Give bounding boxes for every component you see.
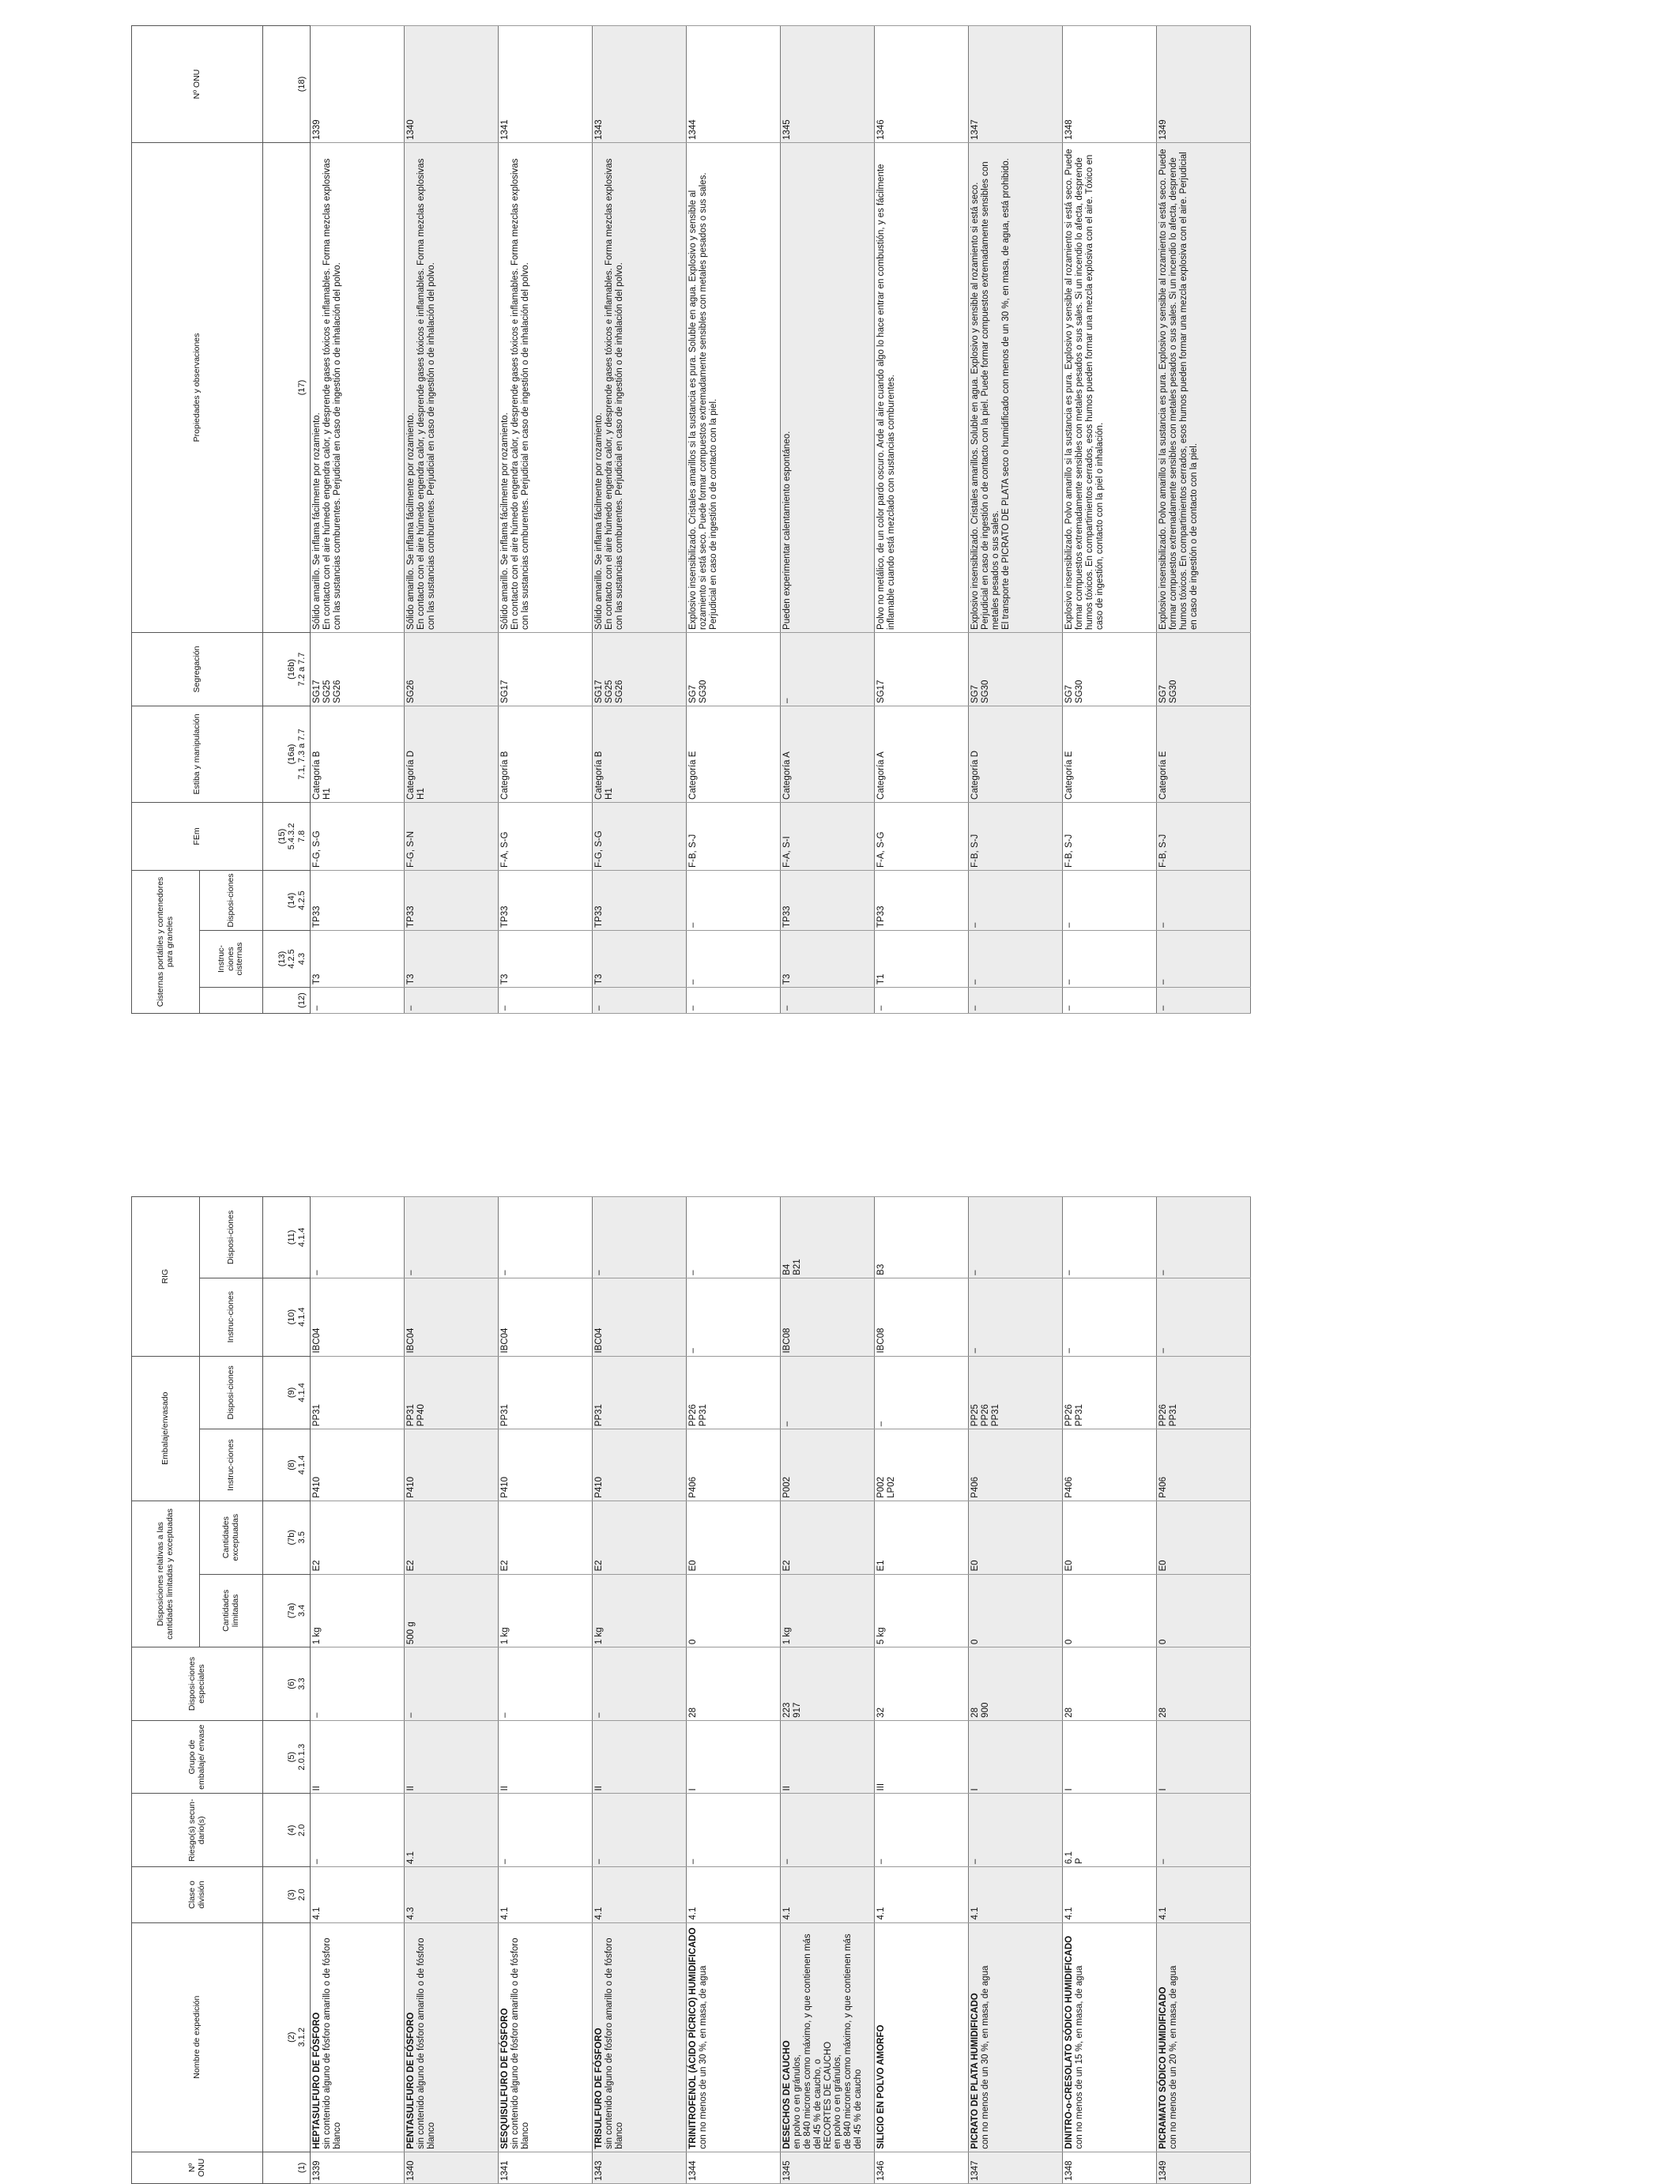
cell-tank-prov: TP33 [499, 870, 593, 930]
cell-tank-prov: TP33 [875, 870, 969, 930]
cell-tank-prov: – [969, 870, 1063, 930]
shipping-name: SESQUISULFURO DE FÓSFORO [500, 2008, 510, 2149]
header-ems: FEm [132, 802, 263, 870]
cell-un-right: 1346 [875, 25, 969, 142]
cell-ibc-prov: – [687, 1197, 781, 1278]
cell-class: 4.1 [687, 1867, 781, 1923]
cell-eq: E0 [1063, 1501, 1157, 1574]
cell-ibc-prov: B4 B21 [781, 1197, 875, 1278]
num-7b: (7b) 3.5 [263, 1501, 311, 1574]
cell-props: Sólido amarillo. Se inflama fácilmente por rozamiento. En contacto con el aire húmedo engendra calor, y desprende gases tóxicos e inflamables. Forma mezclas explosivas con las sustancias comburentes. Perjudicial en caso de ingestión o de inhalación del polvo. [311, 142, 405, 632]
cell-col12: – [499, 988, 593, 1014]
table-row [499, 1197, 593, 2184]
cell-un: 1344 [687, 2152, 781, 2183]
cell-eq: E2 [311, 1501, 405, 1574]
cell-subrisk: – [593, 1794, 687, 1867]
cell-eq: E0 [687, 1501, 781, 1574]
cell-pack-prov: PP26 PP31 [1063, 1356, 1157, 1429]
header-pack-group: Embalaje/envasado [132, 1356, 200, 1501]
header-class: Clase o división [132, 1867, 263, 1923]
cell-tank-prov: TP33 [311, 870, 405, 930]
cell-lq: 0 [687, 1574, 781, 1647]
cell-tank-instr: T3 [499, 931, 593, 988]
header-eq: Cantidades exceptuadas [200, 1501, 263, 1574]
table-row [781, 25, 875, 1013]
cell-eq: E2 [405, 1501, 499, 1574]
cell-class: 4.1 [499, 1867, 593, 1923]
cell-pack-instr: P406 [969, 1429, 1063, 1501]
table-row [969, 25, 1063, 1013]
cell-subrisk: – [499, 1794, 593, 1867]
cell-name [1157, 1922, 1251, 2152]
cell-col12: – [781, 988, 875, 1014]
cell-ems: F-A, S-G [875, 802, 969, 870]
cell-ibc-instr: – [1063, 1278, 1157, 1356]
header-pack-instr: Instruc-ciones [200, 1429, 263, 1501]
shipping-name-detail: con no menos de un 20 %, en masa, de agua [1168, 1965, 1178, 2149]
header-sp: Disposi-ciones especiales [132, 1647, 263, 1721]
cell-sp: – [499, 1647, 593, 1721]
cell-ems: F-B, S-J [1063, 802, 1157, 870]
cell-ibc-prov: – [311, 1197, 405, 1278]
shipping-name-detail: sin contenido alguno de fósforo amarillo o de fósforo blanco [604, 1937, 624, 2149]
cell-tank-instr: – [1157, 931, 1251, 988]
cell-pack-prov: PP31 [311, 1356, 405, 1429]
cell-ibc-prov: – [499, 1197, 593, 1278]
cell-tank-instr: – [1063, 931, 1157, 988]
cell-tank-instr: T3 [311, 931, 405, 988]
cell-ems: F-B, S-J [1157, 802, 1251, 870]
cell-pg: II [405, 1720, 499, 1794]
num-18: (18) [263, 25, 311, 142]
dg-table-right [131, 25, 1251, 1014]
header-stow: Estiba y manipulación [132, 706, 263, 802]
cell-stow: Categoría A [875, 706, 969, 802]
cell-stow: Categoría B H1 [593, 706, 687, 802]
header-ibc-instr: Instruc-ciones [200, 1278, 263, 1356]
cell-class: 4.1 [1063, 1867, 1157, 1923]
num-2: (2) 3.1.2 [263, 1922, 311, 2152]
table-row [1063, 25, 1157, 1013]
cell-pg: I [969, 1720, 1063, 1794]
cell-props: Sólido amarillo. Se inflama fácilmente por rozamiento. En contacto con el aire húmedo engendra calor, y desprende gases tóxicos e inflamables. Forma mezclas explosivas con las sustancias comburentes. Perjudicial en caso de ingestión o de inhalación del polvo. [499, 142, 593, 632]
cell-seg: SG7 SG30 [1157, 632, 1251, 706]
cell-ems: F-B, S-J [687, 802, 781, 870]
header-lq-group: Disposiciones relativas a las cantidades limitadas y exceptuadas [132, 1501, 200, 1647]
header-tanks: Cisternas portátiles y contenedores para graneles [132, 870, 200, 1013]
cell-name [1063, 1922, 1157, 2152]
shipping-name: TRISULFURO DE FÓSFORO [594, 2028, 604, 2149]
cell-ibc-instr: IBC08 [781, 1278, 875, 1356]
cell-pack-prov: PP26 PP31 [687, 1356, 781, 1429]
cell-props: Sólido amarillo. Se inflama fácilmente por rozamiento. En contacto con el aire húmedo engendra calor, y desprende gases tóxicos e inflamables. Forma mezclas explosivas con las sustancias comburentes. Perjudicial en caso de ingestión o de inhalación del polvo. [593, 142, 687, 632]
cell-ibc-instr: IBC08 [875, 1278, 969, 1356]
cell-pg: II [499, 1720, 593, 1794]
num-3: (3) 2.0 [263, 1867, 311, 1923]
cell-name [969, 1922, 1063, 2152]
table-row [969, 1197, 1063, 2184]
cell-eq: E1 [875, 1501, 969, 1574]
cell-ibc-instr: – [687, 1278, 781, 1356]
cell-lq: 1 kg [593, 1574, 687, 1647]
table-row [593, 1197, 687, 2184]
shipping-name-detail: sin contenido alguno de fósforo amarillo o de fósforo blanco [322, 1937, 342, 2149]
num-1: (1) [263, 2152, 311, 2183]
cell-class: 4.1 [311, 1867, 405, 1923]
cell-un-right: 1339 [311, 25, 405, 142]
shipping-name-detail: sin contenido alguno de fósforo amarillo o de fósforo blanco [510, 1937, 530, 2149]
cell-pack-instr: P410 [311, 1429, 405, 1501]
cell-un-right: 1349 [1157, 25, 1251, 142]
cell-class: 4.1 [781, 1867, 875, 1923]
table-row [499, 25, 593, 1013]
cell-stow: Categoría B H1 [311, 706, 405, 802]
cell-stow: Categoría D H1 [405, 706, 499, 802]
cell-pg: III [875, 1720, 969, 1794]
cell-class: 4.1 [969, 1867, 1063, 1923]
cell-lq: 1 kg [781, 1574, 875, 1647]
cell-name [781, 1922, 875, 2152]
cell-sp: – [311, 1647, 405, 1721]
header-c12-blank [200, 988, 263, 1014]
cell-un-right: 1345 [781, 25, 875, 142]
cell-un: 1348 [1063, 2152, 1157, 2183]
cell-ems: F-G, S-G [593, 802, 687, 870]
cell-pack-instr: P002 [781, 1429, 875, 1501]
cell-lq: 5 kg [875, 1574, 969, 1647]
cell-col12: – [1157, 988, 1251, 1014]
cell-pack-instr: P406 [687, 1429, 781, 1501]
cell-ibc-prov: – [405, 1197, 499, 1278]
cell-name [405, 1922, 499, 2152]
cell-ibc-instr: – [1157, 1278, 1251, 1356]
dg-table-left [131, 1196, 1251, 2184]
table-row [593, 25, 687, 1013]
cell-sp: 28 [1063, 1647, 1157, 1721]
num-12: (12) [263, 988, 311, 1014]
shipping-name: HEPTASULFURO DE FÓSFORO [312, 2012, 322, 2149]
num-4: (4) 2.0 [263, 1794, 311, 1867]
cell-lq: 0 [969, 1574, 1063, 1647]
cell-un: 1346 [875, 2152, 969, 2183]
cell-props: Explosivo insensibilizado. Cristales amarillos. Soluble en agua. Explosivo y sensible al rozamiento si está seco. Perjudicial en caso de ingestión o de contacto con la piel. Puede formar compuestos extremadamente sensibles con metales pesados o sus sales. El transporte de PICRATO DE PLATA seco o humidificado con menos de un 30 %, en masa, de agua, está prohibido. [969, 142, 1063, 632]
table-row [781, 1197, 875, 2184]
header-tank-prov: Disposi-ciones [200, 870, 263, 930]
num-7a: (7a) 3.4 [263, 1574, 311, 1647]
cell-tank-instr: T3 [593, 931, 687, 988]
cell-eq: E0 [1157, 1501, 1251, 1574]
cell-col12: – [969, 988, 1063, 1014]
cell-ibc-instr: IBC04 [405, 1278, 499, 1356]
cell-un: 1345 [781, 2152, 875, 2183]
shipping-name: PICRATO DE PLATA HUMIDIFICADO [970, 1993, 980, 2149]
cell-ibc-prov: – [593, 1197, 687, 1278]
table-row [687, 25, 781, 1013]
cell-props: Explosivo insensibilizado. Polvo amarillo si la sustancia es pura. Explosivo y sensible al rozamiento si está seco. Puede formar compuestos extremadamente sensibles con metales pesados o sus sales. Si un incendio lo afecta, desprende humos tóxicos. En compartimientos cerrados, esos humos pueden formar una mezcla explosiva con el aire. Perjudicial en caso de ingestión o de contacto con la piel. [1157, 142, 1251, 632]
cell-pack-instr: P410 [499, 1429, 593, 1501]
cell-un: 1340 [405, 2152, 499, 2183]
header-un: Nº ONU [132, 2152, 263, 2183]
cell-un-right: 1347 [969, 25, 1063, 142]
cell-stow: Categoría D [969, 706, 1063, 802]
table-row [311, 1197, 405, 2184]
cell-pack-instr: P410 [593, 1429, 687, 1501]
header-ibc-prov: Disposi-ciones [200, 1197, 263, 1278]
cell-props: Explosivo insensibilizado. Cristales amarillos si la sustancia es pura. Soluble en agua. Explosivo y sensible al rozamiento si está seco. Puede formar compuestos extremadamente sensibles con metales pesados o sus sales. Perjudicial en caso de ingestión o de contacto con la piel. [687, 142, 781, 632]
cell-sp: 28 900 [969, 1647, 1063, 1721]
cell-subrisk: 4.1 [405, 1794, 499, 1867]
num-16a: (16a) 7.1, 7.3 a 7.7 [263, 706, 311, 802]
cell-eq: E2 [499, 1501, 593, 1574]
cell-pack-prov: – [781, 1356, 875, 1429]
cell-sp: 223 917 [781, 1647, 875, 1721]
num-14: (14) 4.2.5 [263, 870, 311, 930]
cell-ibc-instr: IBC04 [311, 1278, 405, 1356]
shipping-name: PENTASULFURO DE FÓSFORO [406, 2012, 416, 2149]
cell-sp: 28 [1157, 1647, 1251, 1721]
header-lq: Cantidades limitadas [200, 1574, 263, 1647]
cell-subrisk: – [875, 1794, 969, 1867]
cell-props: Pueden experimentar calentamiento espontáneo. [781, 142, 875, 632]
cell-un-right: 1341 [499, 25, 593, 142]
shipping-name-detail: con no menos de un 30 %, en masa, de agua [980, 1965, 990, 2149]
cell-pack-instr: P406 [1157, 1429, 1251, 1501]
cell-class: 4.1 [1157, 1867, 1251, 1923]
header-ibc-group: RIG [132, 1197, 200, 1357]
cell-un: 1343 [593, 2152, 687, 2183]
cell-pack-instr: P410 [405, 1429, 499, 1501]
cell-props: Explosivo insensibilizado. Polvo amarillo si la sustancia es pura. Explosivo y sensible al rozamiento si está seco. Puede formar compuestos extremadamente sensibles con metales pesados o sus sales. Si un incendio lo afecta, desprende humos tóxicos. En compartimientos cerrados, esos humos pueden formar una mezcla explosiva con el aire. Tóxico en caso de ingestión, contacto con la piel o inhalación. [1063, 142, 1157, 632]
cell-lq: 0 [1063, 1574, 1157, 1647]
num-15: (15) 5.4.3.2 7.8 [263, 802, 311, 870]
cell-subrisk: – [311, 1794, 405, 1867]
header-name: Nombre de expedición [132, 1922, 263, 2152]
num-17: (17) [263, 142, 311, 632]
cell-seg: SG7 SG30 [1063, 632, 1157, 706]
cell-un-right: 1340 [405, 25, 499, 142]
shipping-name-detail: con no menos de un 15 %, en masa, de agua [1074, 1965, 1084, 2149]
header-un-right: Nº ONU [132, 25, 263, 142]
num-6: (6) 3.3 [263, 1647, 311, 1721]
cell-lq: 500 g [405, 1574, 499, 1647]
shipping-name-detail: sin contenido alguno de fósforo amarillo o de fósforo blanco [416, 1937, 436, 2149]
header-pg: Grupo de embalaje/ envase [132, 1720, 263, 1794]
cell-eq: E2 [593, 1501, 687, 1574]
num-5: (5) 2.0.1.3 [263, 1720, 311, 1794]
cell-lq: 1 kg [311, 1574, 405, 1647]
cell-sp: 32 [875, 1647, 969, 1721]
header-pack-prov: Disposi-ciones [200, 1356, 263, 1429]
cell-pg: I [1157, 1720, 1251, 1794]
cell-lq: 0 [1157, 1574, 1251, 1647]
shipping-name: DESECHOS DE CAUCHO [782, 2040, 792, 2149]
cell-tank-instr: T1 [875, 931, 969, 988]
shipping-name-detail: con no menos de un 30 %, en masa, de agua [698, 1965, 708, 2149]
cell-pack-instr: P002 LP02 [875, 1429, 969, 1501]
cell-tank-prov: TP33 [781, 870, 875, 930]
cell-eq: E2 [781, 1501, 875, 1574]
cell-name [499, 1922, 593, 2152]
cell-props: Sólido amarillo. Se inflama fácilmente por rozamiento. En contacto con el aire húmedo engendra calor, y desprende gases tóxicos e inflamables. Forma mezclas explosivas con las sustancias comburentes. Perjudicial en caso de ingestión o de inhalación del polvo. [405, 142, 499, 632]
table-row [311, 25, 405, 1013]
cell-lq: 1 kg [499, 1574, 593, 1647]
cell-props: Polvo no metálico, de un color pardo oscuro. Arde al aire cuando algo lo hace entrar en combustión, y es fácilmente inflamable cuando está mezclado con sustancias comburentes. [875, 142, 969, 632]
cell-ems: F-G, S-N [405, 802, 499, 870]
cell-sp: – [593, 1647, 687, 1721]
cell-col12: – [875, 988, 969, 1014]
shipping-name: TRINITROFENOL (ÁCIDO PÍCRICO) HUMIDIFICADO [688, 1927, 698, 2149]
table-row [1063, 1197, 1157, 2184]
cell-pg: I [687, 1720, 781, 1794]
cell-ibc-prov: – [1063, 1197, 1157, 1278]
table-row [687, 1197, 781, 2184]
cell-subrisk: – [687, 1794, 781, 1867]
table-row [1157, 25, 1251, 1013]
cell-un: 1347 [969, 2152, 1063, 2183]
cell-pack-prov: – [875, 1356, 969, 1429]
cell-pack-prov: PP25 PP26 PP31 [969, 1356, 1063, 1429]
cell-seg: SG7 SG30 [969, 632, 1063, 706]
cell-seg: – [781, 632, 875, 706]
cell-pack-prov: PP31 [593, 1356, 687, 1429]
cell-un: 1349 [1157, 2152, 1251, 2183]
cell-tank-instr: – [687, 931, 781, 988]
cell-ibc-prov: – [1157, 1197, 1251, 1278]
cell-ems: F-A, S-I [781, 802, 875, 870]
cell-stow: Categoría E [1157, 706, 1251, 802]
cell-un: 1341 [499, 2152, 593, 2183]
cell-pack-prov: PP31 PP40 [405, 1356, 499, 1429]
cell-col12: – [311, 988, 405, 1014]
cell-un-right: 1343 [593, 25, 687, 142]
cell-tank-prov: – [1157, 870, 1251, 930]
cell-seg: SG7 SG30 [687, 632, 781, 706]
cell-stow: Categoría E [687, 706, 781, 802]
cell-subrisk: – [781, 1794, 875, 1867]
cell-pg: II [593, 1720, 687, 1794]
cell-subrisk: – [969, 1794, 1063, 1867]
num-10: (10) 4.1.4 [263, 1278, 311, 1356]
cell-seg: SG17 [499, 632, 593, 706]
cell-sp: – [405, 1647, 499, 1721]
cell-pg: I [1063, 1720, 1157, 1794]
cell-un: 1339 [311, 2152, 405, 2183]
cell-tank-instr: – [969, 931, 1063, 988]
cell-ems: F-B, S-J [969, 802, 1063, 870]
cell-class: 4.1 [593, 1867, 687, 1923]
cell-stow: Categoría A [781, 706, 875, 802]
cell-class: 4.1 [875, 1867, 969, 1923]
cell-subrisk: 6.1 P [1063, 1794, 1157, 1867]
shipping-name: PICRAMATO SÓDICO HUMIDIFICADO [1158, 1986, 1168, 2149]
num-8: (8) 4.1.4 [263, 1429, 311, 1501]
num-11: (11) 4.1.4 [263, 1197, 311, 1278]
header-props: Propiedades y observaciones [132, 142, 263, 632]
shipping-name-detail: en polvo o en gránulos, de 840 micrones como máximo, y que contienen más del 45 % de caucho, o RECORTES DE CAUCHO en polvo o en gránulos, de 840 micrones como máximo, y que contienen más del 45 % de caucho [792, 1934, 864, 2149]
cell-tank-instr: T3 [781, 931, 875, 988]
cell-tank-prov: – [687, 870, 781, 930]
cell-col12: – [593, 988, 687, 1014]
shipping-name: DINITRO-o-CRESOLATO SÓDICO HUMIDIFICADO [1064, 1935, 1074, 2149]
cell-pack-prov: PP26 PP31 [1157, 1356, 1251, 1429]
cell-col12: – [405, 988, 499, 1014]
cell-name [687, 1922, 781, 2152]
cell-un-right: 1348 [1063, 25, 1157, 142]
table-row [1157, 1197, 1251, 2184]
header-subrisk: Riesgo(s) secun-dario(s) [132, 1794, 263, 1867]
cell-ems: F-A, S-G [499, 802, 593, 870]
cell-pg: II [311, 1720, 405, 1794]
cell-eq: E0 [969, 1501, 1063, 1574]
num-16b: (16b) 7.2 a 7.7 [263, 632, 311, 706]
cell-sp: 28 [687, 1647, 781, 1721]
cell-pack-prov: PP31 [499, 1356, 593, 1429]
cell-pg: II [781, 1720, 875, 1794]
cell-ibc-instr: IBC04 [593, 1278, 687, 1356]
cell-tank-prov: TP33 [593, 870, 687, 930]
cell-tank-instr: T3 [405, 931, 499, 988]
cell-pack-instr: P406 [1063, 1429, 1157, 1501]
cell-tank-prov: – [1063, 870, 1157, 930]
header-tank-instr: Instruc-ciones cisternas [200, 931, 263, 988]
header-seg: Segregación [132, 632, 263, 706]
cell-un-right: 1344 [687, 25, 781, 142]
cell-ibc-prov: B3 [875, 1197, 969, 1278]
table-row [405, 25, 499, 1013]
num-9: (9) 4.1.4 [263, 1356, 311, 1429]
num-13: (13) 4.2.5 4.3 [263, 931, 311, 988]
cell-seg: SG17 SG25 SG26 [593, 632, 687, 706]
cell-seg: SG26 [405, 632, 499, 706]
cell-ibc-instr: IBC04 [499, 1278, 593, 1356]
cell-ems: F-G, S-G [311, 802, 405, 870]
cell-seg: SG17 SG25 SG26 [311, 632, 405, 706]
shipping-name: SILICIO EN POLVO AMORFO [876, 2024, 886, 2149]
table-row [875, 25, 969, 1013]
cell-subrisk: – [1157, 1794, 1251, 1867]
cell-seg: SG17 [875, 632, 969, 706]
cell-col12: – [687, 988, 781, 1014]
table-row [405, 1197, 499, 2184]
cell-stow: Categoría B [499, 706, 593, 802]
table-row [875, 1197, 969, 2184]
cell-class: 4.3 [405, 1867, 499, 1923]
cell-col12: – [1063, 988, 1157, 1014]
cell-ibc-instr: – [969, 1278, 1063, 1356]
table-part-left [131, 1196, 1435, 2184]
cell-name [593, 1922, 687, 2152]
cell-name [311, 1922, 405, 2152]
cell-ibc-prov: – [969, 1197, 1063, 1278]
cell-tank-prov: TP33 [405, 870, 499, 930]
cell-stow: Categoría E [1063, 706, 1157, 802]
cell-name [875, 1922, 969, 2152]
table-part-right [131, 26, 1435, 1014]
